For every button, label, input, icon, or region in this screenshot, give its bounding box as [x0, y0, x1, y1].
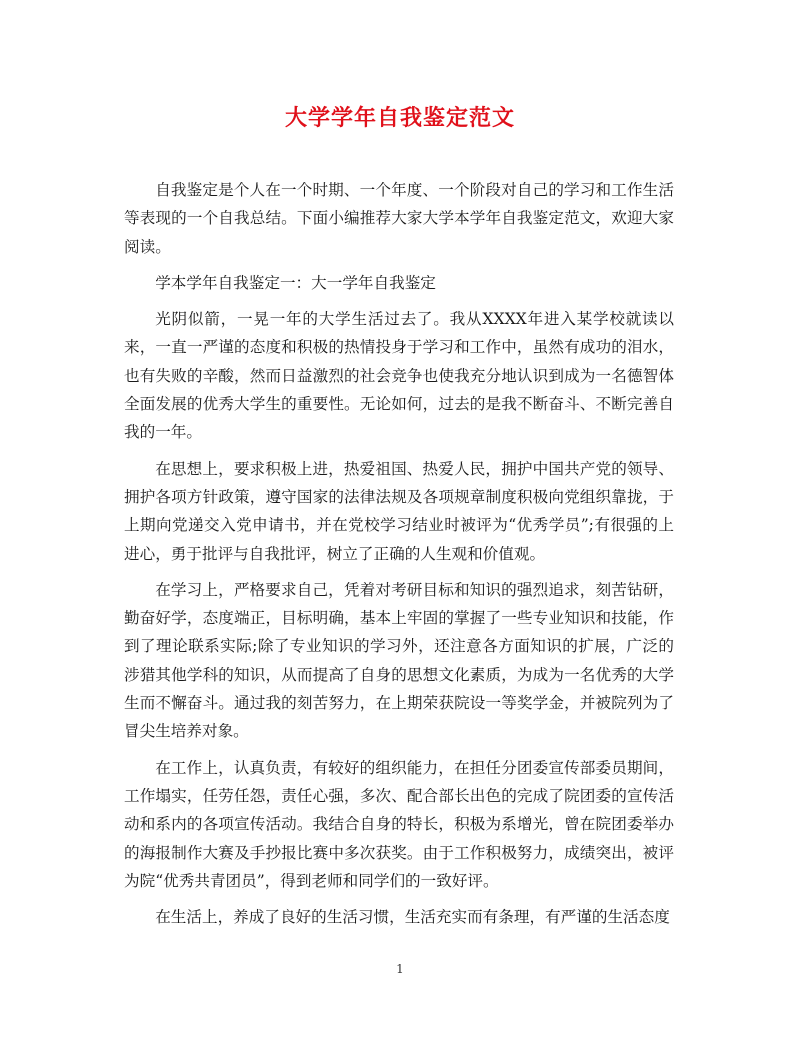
paragraph-section-heading: 学本学年自我鉴定一：大一学年自我鉴定 [155, 273, 436, 292]
document-title: 大学学年自我鉴定范文 [284, 105, 515, 131]
paragraph-overview: 光阴似箭，一晃一年的大学生活过去了。我从XXXX年进入某学校就读以来，一直一严谨的态度和积极的热情投身于学习和工作中，虽然有成功的泪水，也有失败的辛酸，然而日益激烈的社会竞争也使我充分地认识到成为一名德智体全面发展的优秀大学生的重要性。无论如何，过去的是我不断奋斗、不断完善自我的一年。 [124, 310, 674, 442]
paragraph-life: 在生活上，养成了良好的生活习惯，生活充实而有条理，有严谨的生活态度 [155, 908, 670, 927]
paragraph-study: 在学习上，严格要求自己，凭着对考研目标和知识的强烈追求，刻苦钻研，勤奋好学，态度端正，目标明确，基本上牢固的掌握了一些专业知识和技能，作到了理论联系实际;除了专业知识的学习外，还注意各方面知识的扩展，广泛的涉猎其他学科的知识，从而提高了自身的思想文化素质，为成为一名优秀的大学生而不懈奋斗。通过我的刻苦努力，在上期荣获院设一等奖学金，并被院列为了冒尖生培养对象。 [124, 580, 674, 741]
document-body [124, 176, 674, 939]
paragraph-work: 在工作上，认真负责，有较好的组织能力，在担任分团委宣传部委员期间，工作塌实，任劳任怨，责任心强，多次、配合部长出色的完成了院团委的宣传活动和系内的各项宣传活动。我结合自身的特长，积极为系增光，曾在院团委举办的海报制作大赛及手抄报比赛中多次获奖。由于工作积极努力，成绩突出，被评为院“优秀共青团员”，得到老师和同学们的一致好评。 [124, 758, 674, 890]
paragraph-intro: 自我鉴定是个人在一个时期、一个年度、一个阶段对自己的学习和工作生活等表现的一个自我总结。下面小编推荐大家大学本学年自我鉴定范文，欢迎大家阅读。 [124, 181, 674, 256]
page-number: 1 [396, 962, 404, 976]
paragraph-thought: 在思想上，要求积极上进，热爱祖国、热爱人民，拥护中国共产党的领导、拥护各项方针政策，遵守国家的法律法规及各项规章制度积极向党组织靠拢，于上期向党递交入党申请书，并在党校学习结业时被评为“优秀学员”;有很强的上进心，勇于批评与自我批评，树立了正确的人生观和价值观。 [124, 459, 674, 563]
